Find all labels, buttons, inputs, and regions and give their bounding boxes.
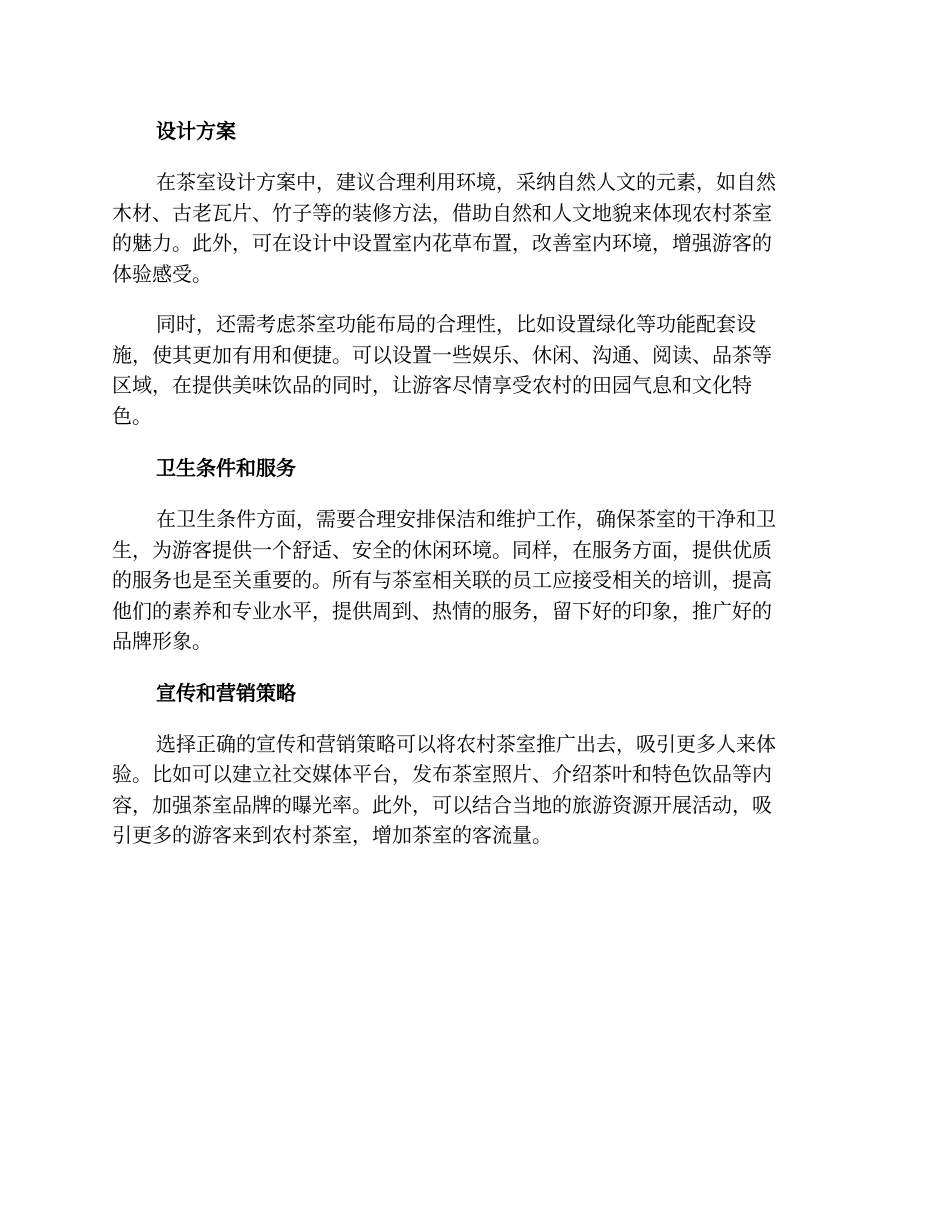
paragraph-line: 体验感受。 [112, 261, 212, 286]
paragraph-line: 在茶室设计方案中，建议合理利用环境，采纳自然人文的元素，如自然 [156, 170, 776, 194]
paragraph-line: 同时，还需考虑茶室功能布局的合理性，比如设置绿化等功能配套设 [156, 312, 756, 336]
paragraph-line: 的魅力。此外，可在设计中设置室内花草布置，改善室内环境，增强游客的 [112, 231, 772, 255]
section-heading-design: 设计方案 [156, 119, 236, 143]
paragraph-line: 品牌形象。 [112, 629, 212, 653]
paragraph-line: 区域，在提供美味饮品的同时，让游客尽情享受农村的田园气息和文化特 [112, 373, 752, 397]
paragraph-line: 生，为游客提供一个舒适、安全的休闲环境。同样，在服务方面，提供优质 [112, 537, 772, 562]
paragraph-hygiene-service [112, 504, 832, 657]
paragraph-line: 引更多的游客来到农村茶室，增加茶室的客流量。 [112, 823, 552, 847]
paragraph-line: 容，加强茶室品牌的曝光率。此外，可以结合当地的旅游资源开展活动，吸 [112, 792, 772, 817]
paragraph-line: 他们的素养和专业水平，提供周到、热情的服务，留下好的印象，推广好的 [112, 598, 772, 623]
paragraph-line: 选择正确的宣传和营销策略可以将农村茶室推广出去，吸引更多人来体 [156, 731, 776, 756]
paragraph-marketing [112, 729, 832, 851]
section-heading-marketing: 宣传和营销策略 [156, 680, 296, 705]
paragraph-line: 色。 [112, 403, 152, 428]
paragraph-line: 在卫生条件方面，需要合理安排保洁和维护工作，确保茶室的干净和卫 [156, 507, 776, 531]
paragraph-line: 木材、古老瓦片、竹子等的装修方法，借助自然和人文地貌来体现农村茶室 [112, 200, 772, 225]
paragraph-line: 的服务也是至关重要的。所有与茶室相关联的员工应接受相关的培训，提高 [112, 568, 772, 592]
paragraph-line: 施，使其更加有用和便捷。可以设置一些娱乐、休闲、沟通、阅读、品茶等 [112, 342, 772, 367]
paragraph-design-1 [112, 167, 832, 289]
paragraph-line: 验。比如可以建立社交媒体平台，发布茶室照片、介绍茶叶和特色饮品等内 [112, 762, 772, 786]
paragraph-design-2 [112, 309, 832, 431]
document-page [112, 112, 832, 851]
section-heading-hygiene-service: 卫生条件和服务 [156, 456, 296, 480]
